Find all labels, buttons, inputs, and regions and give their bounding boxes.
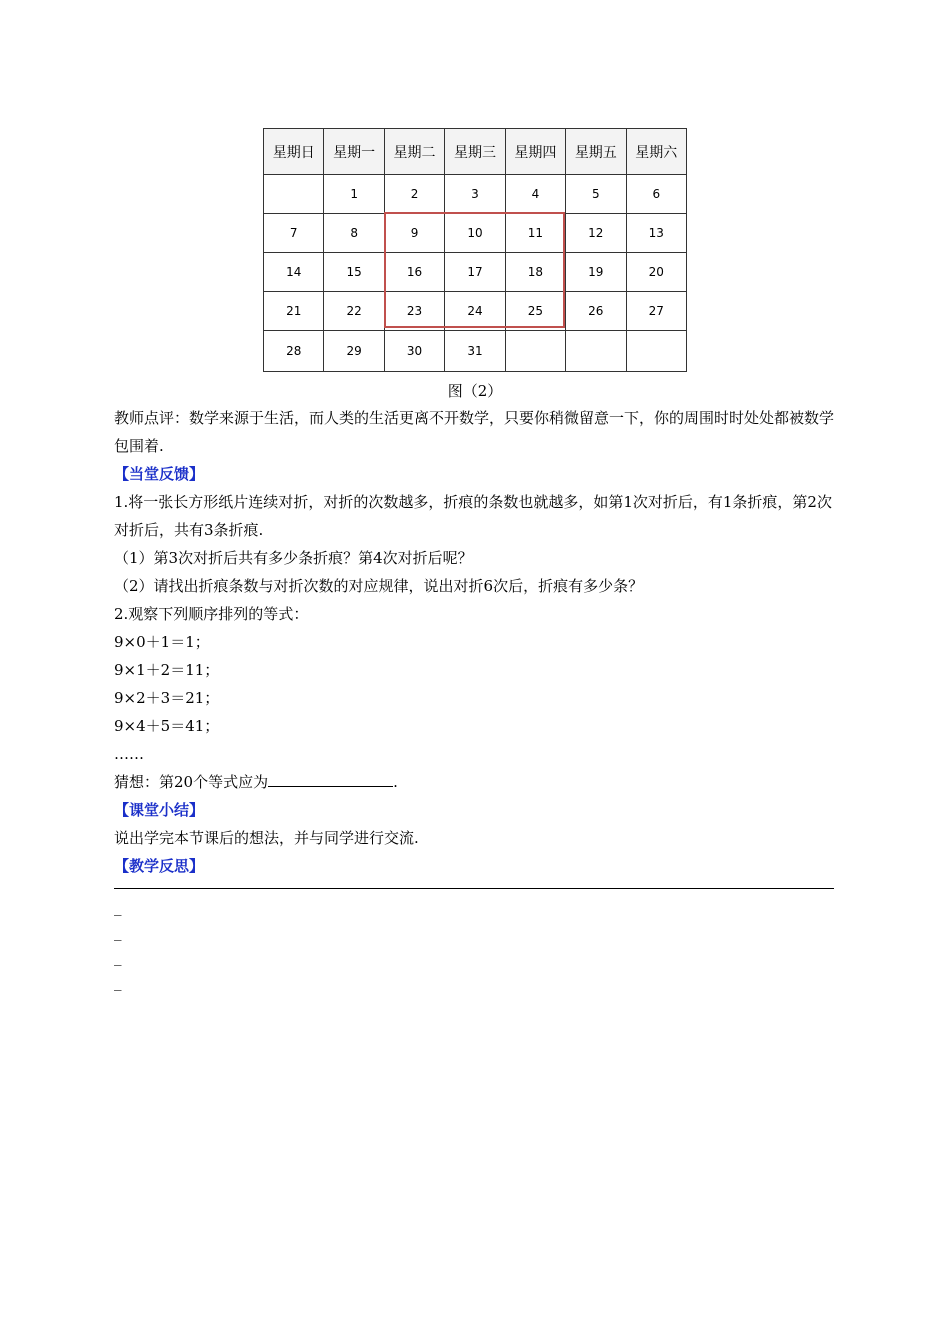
weekday-header: 星期六 [626,129,686,175]
day-cell [626,331,686,372]
day-cell: 12 [566,214,626,253]
day-cell: 19 [566,253,626,292]
equation: 9×4＋5＝41； [114,717,220,735]
day-cell: 17 [445,253,505,292]
reflection-dash: _ [114,973,122,991]
reflection-dash: _ [114,923,122,941]
day-cell: 27 [626,292,686,331]
day-cell: 13 [626,214,686,253]
reflection-heading: 【教学反思】 [114,857,205,875]
weekday-header: 星期五 [566,129,626,175]
figure-caption: 图（2） [447,382,503,400]
calendar-week-row [264,175,687,214]
day-cell: 4 [505,175,565,214]
day-cell: 7 [264,214,324,253]
day-cell: 22 [324,292,384,331]
calendar-week-row [264,331,687,372]
answer-blank [268,768,393,787]
guess-prefix: 猜想：第20个等式应为 [114,773,269,791]
calendar-figure [263,128,687,370]
day-cell: 18 [505,253,565,292]
day-cell: 2 [384,175,444,214]
guess-suffix: . [393,773,398,791]
summary-heading: 【课堂小结】 [114,801,205,819]
day-cell: 28 [264,331,324,372]
day-cell [566,331,626,372]
day-cell: 24 [445,292,505,331]
day-cell [505,331,565,372]
day-cell: 3 [445,175,505,214]
day-cell: 14 [264,253,324,292]
day-cell: 21 [264,292,324,331]
day-cell: 6 [626,175,686,214]
day-cell: 9 [384,214,444,253]
guess-line [114,768,839,796]
teacher-comment: 教师点评：数学来源于生活，而人类的生活更离不开数学，只要你稍微留意一下，你的周围时时处处都被数学包围着. [114,409,835,455]
equation: 9×1＋2＝11； [114,661,220,679]
day-cell: 11 [505,214,565,253]
question-1-part-1: （1）第3次对折后共有多少条折痕？第4次对折后呢？ [114,549,473,567]
calendar-week-row [264,214,687,253]
feedback-heading: 【当堂反馈】 [114,465,205,483]
weekday-header: 星期二 [384,129,444,175]
reflection-dash: _ [114,948,122,966]
day-cell: 30 [384,331,444,372]
ellipsis: …… [114,745,144,763]
day-cell: 5 [566,175,626,214]
day-cell: 23 [384,292,444,331]
weekday-header: 星期三 [445,129,505,175]
question-1-part-2: （2）请找出折痕条数与对折次数的对应规律，说出对折6次后，折痕有多少条？ [114,577,644,595]
summary-text: 说出学完本节课后的想法，并与同学进行交流. [114,829,419,847]
weekday-header: 星期四 [505,129,565,175]
document-body [114,404,839,995]
day-cell: 15 [324,253,384,292]
question-2: 2.观察下列顺序排列的等式： [114,605,309,623]
day-cell: 8 [324,214,384,253]
equation: 9×0＋1＝1； [114,633,210,651]
equation: 9×2＋3＝21； [114,689,220,707]
day-cell: 26 [566,292,626,331]
day-cell: 25 [505,292,565,331]
day-cell: 31 [445,331,505,372]
day-cell: 16 [384,253,444,292]
calendar-week-row [264,292,687,331]
day-cell [264,175,324,214]
reflection-rule [114,888,834,889]
calendar-week-row [264,253,687,292]
reflection-dash: _ [114,898,122,916]
day-cell: 20 [626,253,686,292]
weekday-header: 星期日 [264,129,324,175]
question-1: 1.将一张长方形纸片连续对折，对折的次数越多，折痕的条数也就越多，如第1次对折后，有1条折痕，第2次对折后，共有3条折痕. [114,493,832,539]
day-cell: 1 [324,175,384,214]
weekday-header: 星期一 [324,129,384,175]
day-cell: 10 [445,214,505,253]
calendar-table [263,128,687,372]
day-cell: 29 [324,331,384,372]
calendar-header-row [264,129,687,175]
